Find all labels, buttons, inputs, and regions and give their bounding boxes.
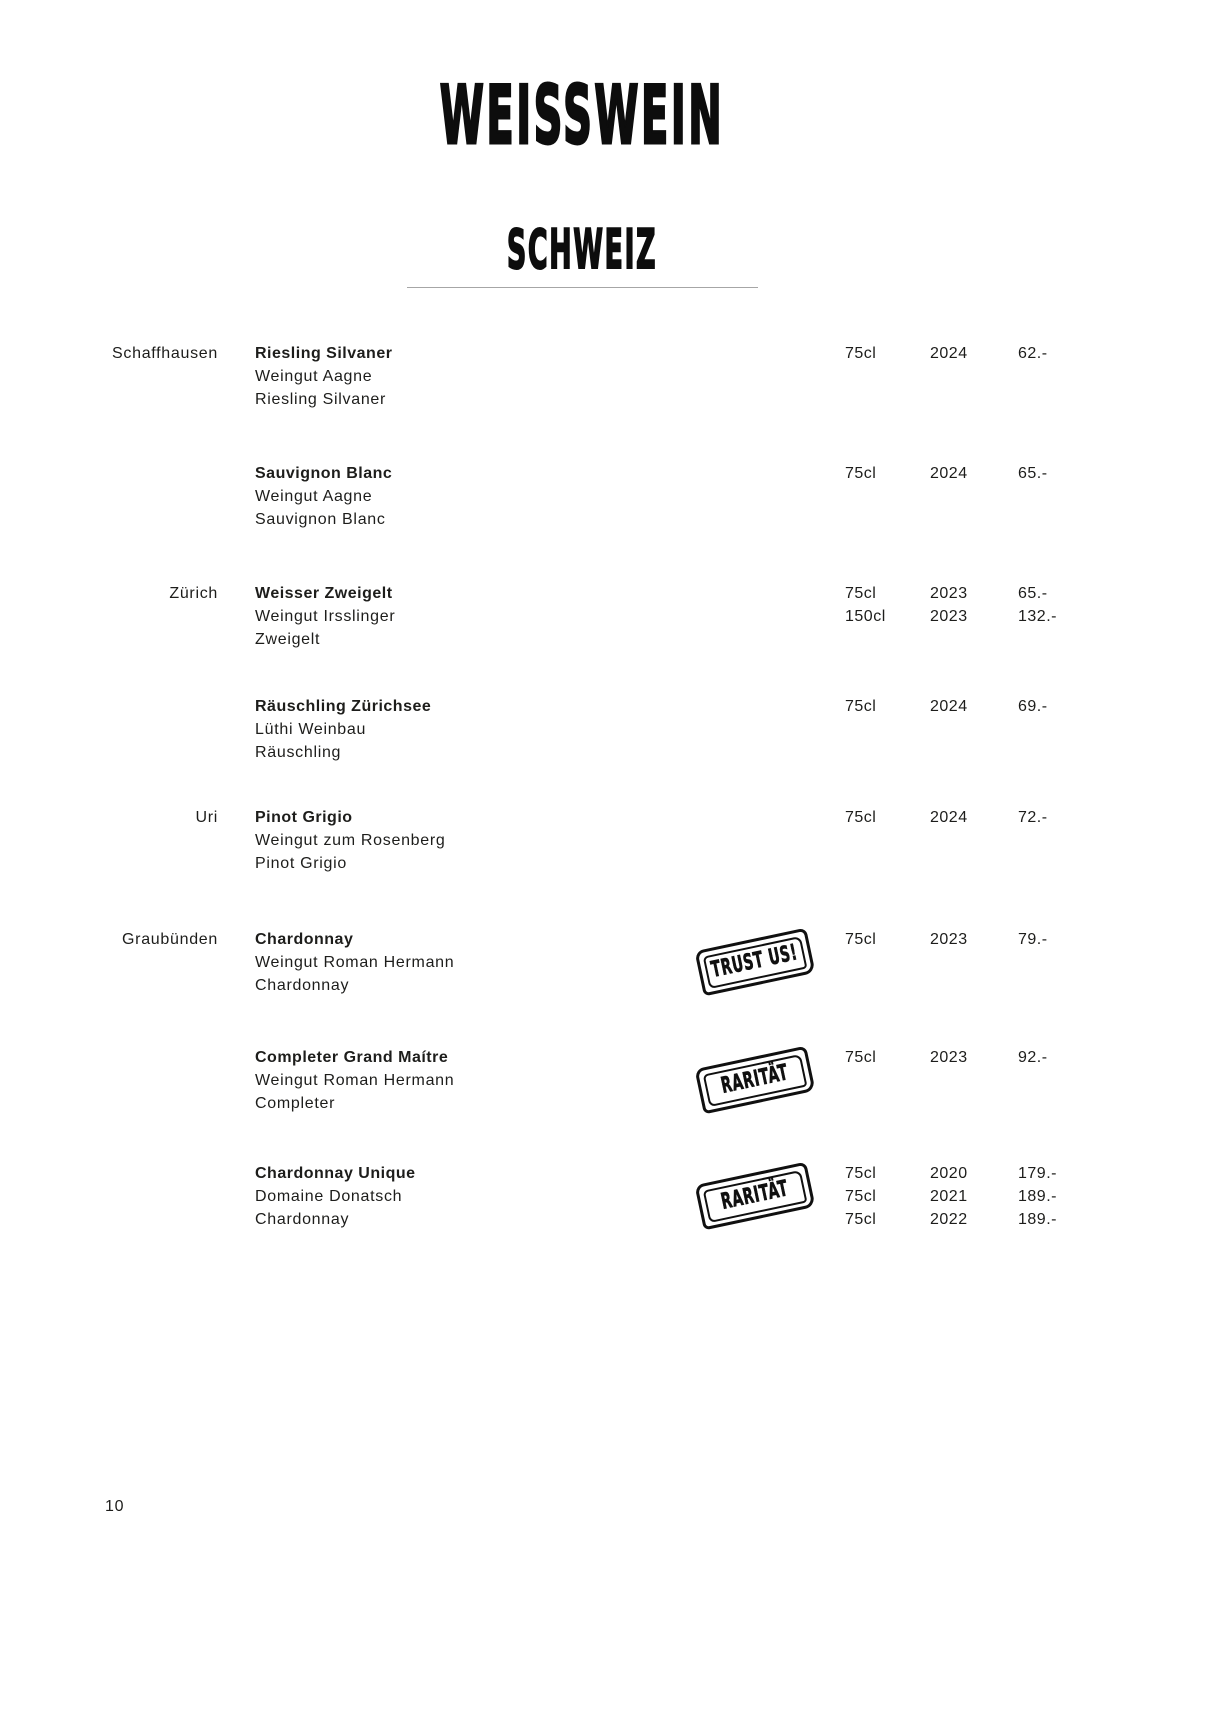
region-label: Graubünden (122, 931, 218, 948)
bottle-size: 75cl (845, 809, 877, 826)
raritaet-stamp-label: RARITÄT (719, 1176, 791, 1215)
wine-name: Riesling Silvaner (255, 345, 393, 362)
price-column (1018, 1162, 1057, 1231)
vintage-year: 2024 (930, 345, 968, 362)
wine-grape: Räuschling (255, 744, 342, 761)
price: 72.- (1018, 809, 1048, 826)
wine-info (255, 1046, 454, 1115)
vintage-year: 2023 (930, 931, 968, 948)
year-column (930, 806, 968, 829)
year-column (930, 1046, 968, 1069)
price: 132.- (1018, 608, 1057, 625)
wine-entry (0, 462, 1222, 552)
wine-grape: Chardonnay (255, 977, 350, 994)
wine-entry (0, 695, 1222, 785)
bottle-size: 75cl (845, 345, 877, 362)
section-title-text: SCHWEIZ (506, 218, 658, 281)
vintage-year: 2020 (930, 1165, 968, 1182)
raritaet-stamp (694, 1046, 815, 1115)
bottle-size: 75cl (845, 465, 877, 482)
wine-grape: Sauvignon Blanc (255, 511, 386, 528)
region-label: Zürich (169, 585, 218, 602)
wine-name: Chardonnay Unique (255, 1165, 416, 1182)
bottle-size: 75cl (845, 931, 877, 948)
price: 65.- (1018, 465, 1048, 482)
year-column (930, 928, 968, 951)
price: 62.- (1018, 345, 1048, 362)
wine-info (255, 582, 395, 651)
wine-entry (0, 582, 1222, 672)
page-number: 10 (105, 1498, 125, 1515)
wine-info (255, 342, 392, 411)
price: 189.- (1018, 1211, 1057, 1228)
price-column (1018, 462, 1048, 485)
price-column (1018, 695, 1048, 718)
vintage-year: 2024 (930, 465, 968, 482)
wine-entry (0, 342, 1222, 432)
wine-info (255, 462, 392, 531)
bottle-size: 75cl (845, 1049, 877, 1066)
size-column (845, 928, 876, 951)
section-title (432, 218, 732, 281)
wine-name: Räuschling Zürichsee (255, 698, 432, 715)
raritaet-stamp-label: RARITÄT (719, 1060, 791, 1099)
size-column (845, 806, 876, 829)
wine-name: Sauvignon Blanc (255, 465, 393, 482)
wine-producer: Weingut Aagne (255, 488, 373, 505)
wine-info (255, 695, 431, 764)
bottle-size: 75cl (845, 585, 877, 602)
section-divider (407, 287, 758, 288)
price: 79.- (1018, 931, 1048, 948)
page-title-text: WEISSWEIN (439, 69, 725, 162)
wine-name: Weisser Zweigelt (255, 585, 393, 602)
wine-info (255, 806, 446, 875)
wine-producer: Weingut Aagne (255, 368, 373, 385)
bottle-size: 75cl (845, 1188, 877, 1205)
bottle-size: 75cl (845, 698, 877, 715)
wine-info (255, 928, 454, 997)
raritaet-stamp-frame (703, 1053, 808, 1106)
wine-grape: Chardonnay (255, 1211, 350, 1228)
trust-us-stamp (694, 928, 815, 997)
price: 69.- (1018, 698, 1048, 715)
year-column (930, 462, 968, 485)
year-column (930, 342, 968, 365)
wine-entry (0, 806, 1222, 896)
page-title (298, 69, 867, 162)
year-column (930, 582, 968, 628)
price-column (1018, 582, 1057, 628)
wine-producer: Weingut Roman Hermann (255, 954, 455, 971)
price-column (1018, 1046, 1048, 1069)
size-column (845, 342, 876, 365)
price: 92.- (1018, 1049, 1048, 1066)
price: 65.- (1018, 585, 1048, 602)
wine-entry (0, 928, 1222, 1018)
raritaet-stamp-frame (703, 1169, 808, 1222)
vintage-year: 2022 (930, 1211, 968, 1228)
year-column (930, 1162, 968, 1231)
price: 189.- (1018, 1188, 1057, 1205)
wine-producer: Weingut Irsslinger (255, 608, 396, 625)
size-column (845, 462, 876, 485)
region-label: Schaffhausen (112, 345, 218, 362)
wine-name: Pinot Grigio (255, 809, 353, 826)
vintage-year: 2023 (930, 608, 968, 625)
size-column (845, 1162, 876, 1231)
wine-info (255, 1162, 416, 1231)
wine-name: Chardonnay (255, 931, 354, 948)
trust-us-stamp-frame (703, 935, 808, 988)
year-column (930, 695, 968, 718)
wine-name: Completer Grand Maítre (255, 1049, 449, 1066)
wine-entry (0, 1046, 1222, 1136)
vintage-year: 2023 (930, 585, 968, 602)
wine-grape: Pinot Grigio (255, 855, 347, 872)
bottle-size: 150cl (845, 608, 886, 625)
vintage-year: 2024 (930, 698, 968, 715)
region-label: Uri (195, 809, 218, 826)
raritaet-stamp (694, 1162, 815, 1231)
wine-grape: Zweigelt (255, 631, 321, 648)
price-column (1018, 806, 1048, 829)
vintage-year: 2021 (930, 1188, 968, 1205)
size-column (845, 1046, 876, 1069)
wine-producer: Weingut Roman Hermann (255, 1072, 455, 1089)
price: 179.- (1018, 1165, 1057, 1182)
vintage-year: 2023 (930, 1049, 968, 1066)
wine-producer: Weingut zum Rosenberg (255, 832, 446, 849)
bottle-size: 75cl (845, 1211, 877, 1228)
vintage-year: 2024 (930, 809, 968, 826)
price-column (1018, 342, 1048, 365)
wine-grape: Completer (255, 1095, 336, 1112)
price-column (1018, 928, 1048, 951)
wine-entry (0, 1162, 1222, 1252)
size-column (845, 695, 876, 718)
bottle-size: 75cl (845, 1165, 877, 1182)
size-column (845, 582, 886, 628)
wine-grape: Riesling Silvaner (255, 391, 387, 408)
wine-producer: Lüthi Weinbau (255, 721, 367, 738)
trust-us-stamp-label: TRUST US! (709, 940, 801, 983)
wine-producer: Domaine Donatsch (255, 1188, 403, 1205)
